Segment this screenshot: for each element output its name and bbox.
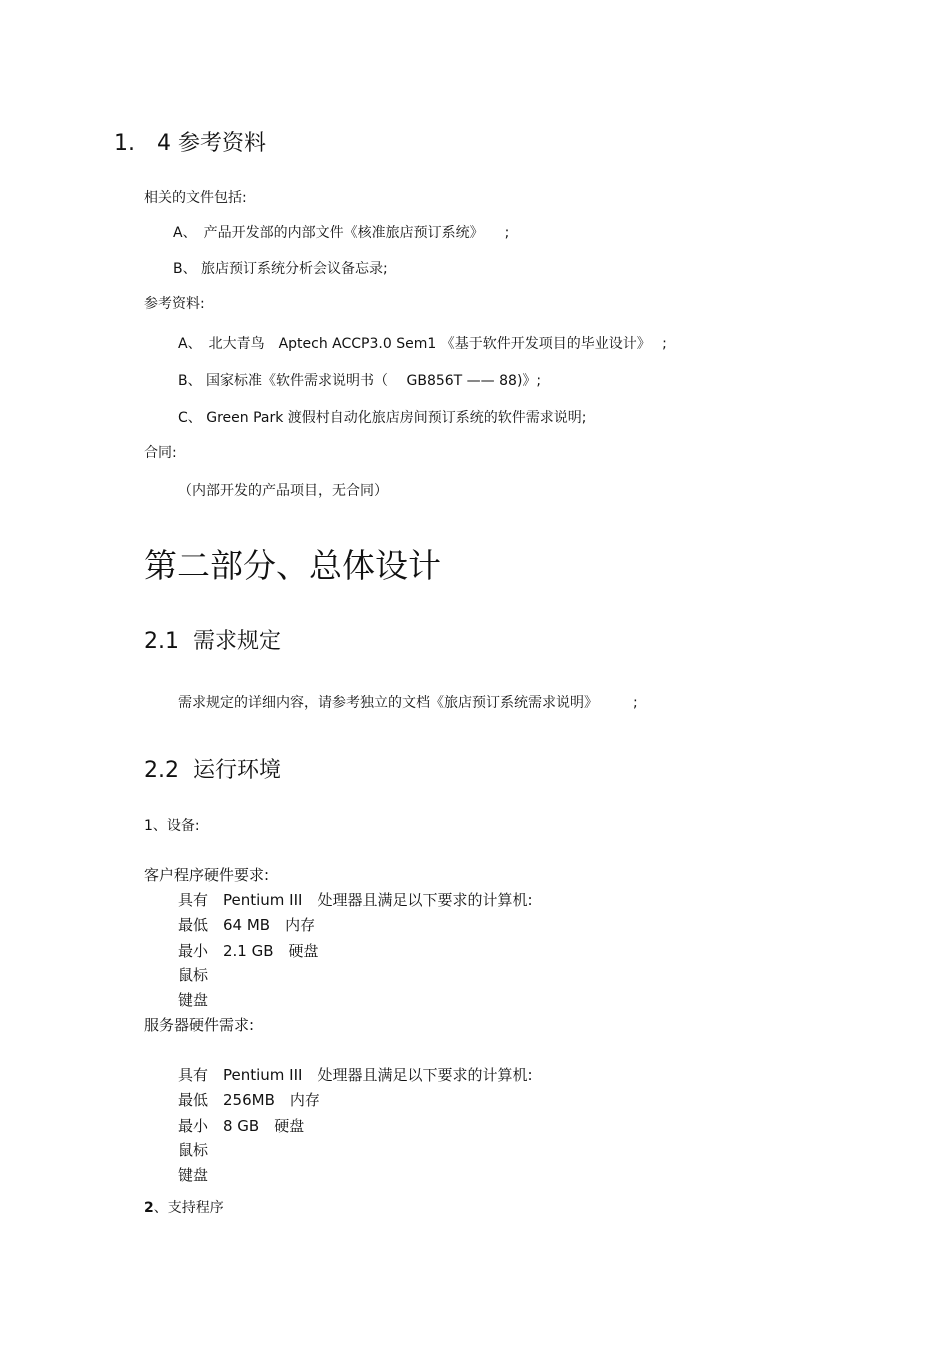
client-hw-line: 具有 Pentium III 处理器且满足以下要求的计算机:	[178, 891, 533, 909]
client-hardware-label: 客户程序硬件要求:	[144, 866, 270, 884]
section-2-2-heading: 2.2 运行环境	[144, 758, 281, 783]
related-docs-label: 相关的文件包括:	[144, 190, 247, 206]
client-hw-line: 最小 2.1 GB 硬盘	[178, 942, 319, 960]
client-hw-line: 键盘	[178, 991, 209, 1009]
section-1-4-heading: 1. 4 参考资料	[114, 131, 266, 156]
server-hw-line: 具有 Pentium III 处理器且满足以下要求的计算机:	[178, 1066, 533, 1084]
client-hw-line: 最低 64 MB 内存	[178, 916, 316, 934]
reference-b: B、 国家标准《软件需求说明书（ GB856T —— 88)》;	[178, 373, 542, 389]
reference-a: A、 北大青鸟 Aptech ACCP3.0 Sem1 《基于软件开发项目的毕业设计》 ;	[178, 336, 667, 352]
related-doc-a: A、 产品开发部的内部文件《核准旅店预订系统》 ;	[173, 225, 510, 241]
server-hw-line: 最低 256MB 内存	[178, 1091, 320, 1109]
server-hw-line: 鼠标	[178, 1141, 209, 1159]
section-2-1-heading: 2.1 需求规定	[144, 629, 281, 654]
part2-title: 第二部分、总体设计	[144, 546, 441, 585]
support-programs-number: 2	[144, 1200, 154, 1216]
client-hw-line: 鼠标	[178, 966, 209, 984]
equipment-item: 1、设备:	[144, 818, 200, 834]
server-hw-line: 键盘	[178, 1166, 209, 1184]
contract-label: 合同:	[144, 445, 177, 461]
references-label: 参考资料:	[144, 296, 205, 312]
support-programs-item	[144, 1201, 224, 1215]
server-hardware-label: 服务器硬件需求:	[144, 1016, 255, 1034]
related-doc-b: B、 旅店预订系统分析会议备忘录;	[173, 261, 388, 277]
reference-c: C、 Green Park 渡假村自动化旅店房间预订系统的软件需求说明;	[178, 410, 587, 426]
support-programs-label: 、支持程序	[153, 1200, 224, 1216]
server-hw-line: 最小 8 GB 硬盘	[178, 1117, 305, 1135]
section-2-1-text: 需求规定的详细内容，请参考独立的文档《旅店预订系统需求说明》 ;	[178, 695, 638, 711]
contract-text: （内部开发的产品项目，无合同）	[178, 483, 388, 499]
